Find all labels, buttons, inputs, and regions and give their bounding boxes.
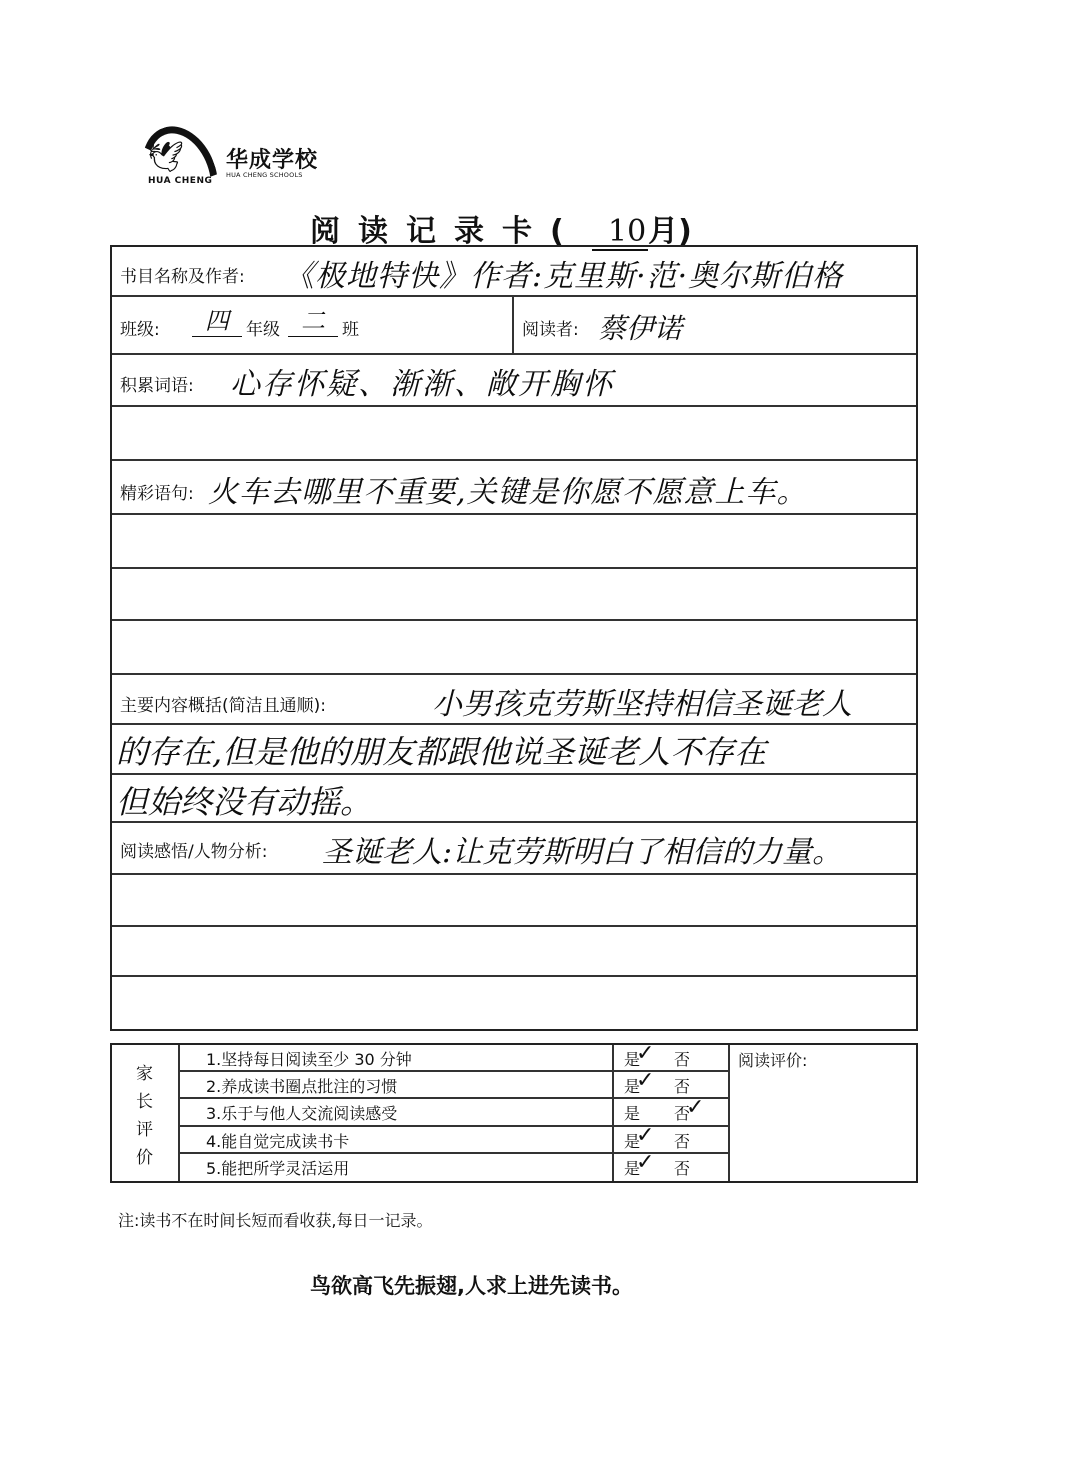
reflection-blank-row-3[interactable] xyxy=(112,977,916,1029)
reflection-row xyxy=(112,823,916,875)
check-mark-icon: ✓ xyxy=(686,1095,705,1121)
grade-field[interactable]: 四 xyxy=(192,301,242,337)
class-field[interactable]: 二 xyxy=(288,301,338,337)
yes-option[interactable]: 是 xyxy=(624,1050,641,1069)
logo-mark-text: HUA CHENG xyxy=(148,176,213,186)
no-option[interactable]: 否 xyxy=(674,1050,691,1069)
eval-question: 2.养成读书圈点批注的习惯 xyxy=(206,1077,398,1097)
class-row xyxy=(112,297,916,355)
reflection-blank-row-1[interactable] xyxy=(112,875,916,927)
yes-option[interactable]: 是 xyxy=(624,1131,641,1151)
summary-label: 主要内容概括(简洁且通顺): xyxy=(120,696,326,716)
reader-field[interactable]: 蔡伊诺 xyxy=(598,312,683,345)
check-mark-icon: ✓ xyxy=(636,1149,655,1175)
parent-evaluation-table xyxy=(110,1043,918,1183)
reading-comment-label: 阅读评价: xyxy=(738,1051,808,1070)
no-option[interactable]: 否 xyxy=(674,1131,691,1151)
yes-no-choice[interactable] xyxy=(612,1122,726,1152)
eval-item-5 xyxy=(180,1149,728,1181)
eval-question: 3.乐于与他人交流阅读感受 xyxy=(206,1104,398,1124)
vocabulary-row xyxy=(112,355,916,407)
vocabulary-blank-row[interactable] xyxy=(112,407,916,461)
summary-continuation-row-1 xyxy=(112,725,916,775)
summary-line-2[interactable]: 的存在,但是他的朋友都跟他说圣诞老人不存在 xyxy=(116,733,767,771)
reader-label: 阅读者: xyxy=(522,320,579,340)
grade-label: 年级 xyxy=(246,320,280,340)
class-label: 班级: xyxy=(120,320,160,340)
no-option[interactable]: 否 xyxy=(674,1104,691,1124)
yes-no-choice[interactable] xyxy=(612,1068,726,1097)
summary-line-1[interactable]: 小男孩克劳斯坚持相信圣诞老人 xyxy=(432,687,852,722)
yes-no-choice[interactable] xyxy=(612,1149,726,1181)
sentence-label: 精彩语句: xyxy=(120,484,194,504)
check-mark-icon: ✓ xyxy=(636,1041,655,1066)
eval-question: 5.能把所学灵活运用 xyxy=(206,1158,350,1178)
eval-item-2 xyxy=(180,1068,728,1099)
eval-question: 4.能自觉完成读书卡 xyxy=(206,1131,350,1151)
sentence-field[interactable]: 火车去哪里不重要,关键是你愿不愿意上车。 xyxy=(208,475,808,510)
school-logo xyxy=(140,125,340,190)
reflection-field[interactable]: 圣诞老人:让克劳斯明白了相信的力量。 xyxy=(322,835,843,870)
school-name-cn: 华成学校 xyxy=(226,148,319,173)
vocabulary-label: 积累词语: xyxy=(120,376,194,396)
reflection-label: 阅读感悟/人物分析: xyxy=(120,842,268,862)
side-char: 价 xyxy=(136,1148,153,1168)
no-option[interactable]: 否 xyxy=(674,1158,691,1178)
dove-icon: 🕊 xyxy=(146,140,185,175)
yes-no-choice[interactable] xyxy=(612,1095,726,1124)
month-field[interactable]: 10 xyxy=(592,214,648,251)
eval-question: 1.坚持每日阅读至少 30 分钟 xyxy=(206,1050,412,1069)
summary-line-3[interactable]: 但始终没有动摇。 xyxy=(116,783,373,821)
summary-continuation-row-2 xyxy=(112,775,916,823)
reading-comment-box[interactable] xyxy=(728,1045,916,1181)
class-unit-label: 班 xyxy=(342,320,359,340)
sentence-blank-row-3[interactable] xyxy=(112,621,916,675)
book-label: 书目名称及作者: xyxy=(120,267,245,287)
side-char: 评 xyxy=(136,1120,153,1140)
parent-eval-items xyxy=(180,1041,728,1181)
parent-eval-side-label xyxy=(112,1045,180,1181)
sentence-blank-row-1[interactable] xyxy=(112,515,916,569)
yes-no-choice[interactable] xyxy=(612,1041,726,1070)
yes-option[interactable]: 是 xyxy=(624,1077,641,1097)
yes-option[interactable]: 是 xyxy=(624,1158,641,1178)
book-field[interactable]: 《极地特快》作者:克里斯·范·奥尔斯伯格 xyxy=(284,259,844,294)
summary-row xyxy=(112,675,916,725)
school-name-en: HUA CHENG SCHOOLS xyxy=(226,171,303,179)
title-open-paren: ( xyxy=(550,214,564,249)
reflection-blank-row-2[interactable] xyxy=(112,927,916,977)
yes-option[interactable]: 是 xyxy=(624,1104,641,1124)
no-option[interactable]: 否 xyxy=(674,1077,691,1097)
logo-arc-icon xyxy=(129,116,231,235)
month-suffix: 月) xyxy=(648,214,692,249)
sentence-row xyxy=(112,461,916,515)
footer-motto: 鸟欲高飞先振翅,人求上进先读书。 xyxy=(310,1274,633,1298)
side-char: 长 xyxy=(136,1092,153,1112)
side-char: 家 xyxy=(136,1064,153,1084)
footer-note: 注:读书不在时间长短而看收获,每日一记录。 xyxy=(118,1211,433,1230)
book-row xyxy=(112,247,916,297)
reading-record-card xyxy=(110,245,918,1031)
row-divider xyxy=(512,297,514,353)
check-mark-icon: ✓ xyxy=(636,1122,655,1148)
vocabulary-field[interactable]: 心存怀疑、渐渐、敞开胸怀 xyxy=(230,367,614,402)
sentence-blank-row-2[interactable] xyxy=(112,569,916,621)
title-text: 阅读记录卡 xyxy=(310,214,550,249)
check-mark-icon: ✓ xyxy=(636,1068,655,1094)
